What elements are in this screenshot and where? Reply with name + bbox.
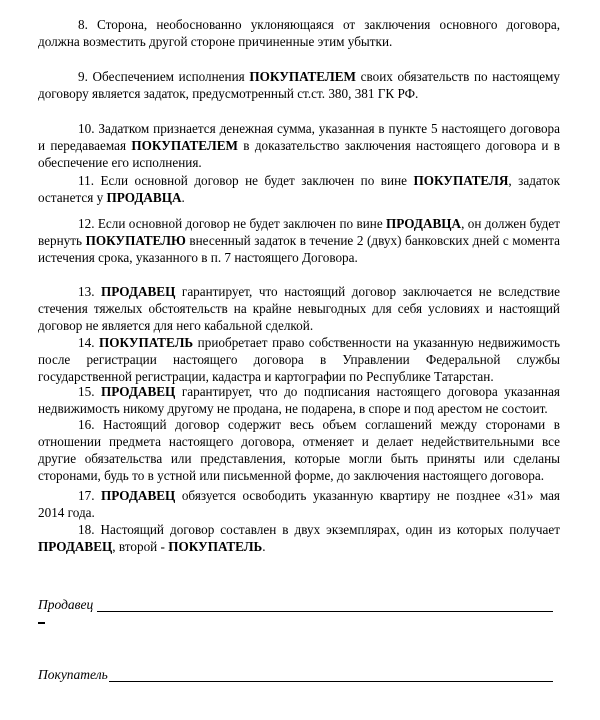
clause-text: обязуется освободить указанную квартиру не позднее «31» мая 2014 года. bbox=[38, 488, 560, 520]
party-name: ПРОДАВЕЦ bbox=[101, 284, 176, 299]
party-name: ПОКУПАТЕЛЬ bbox=[99, 335, 194, 350]
clause-text: гарантирует, что настоящий договор заключается не вследствие стечения тяжелых обстоятельств на крайне невыгодных для себя условиях и настоящий договор не является для него кабальной сделкой. bbox=[38, 284, 560, 333]
clause-15 bbox=[38, 383, 560, 417]
party-name: ПОКУПАТЕЛЕМ bbox=[249, 69, 356, 84]
clause-text: 11. Если основной договор не будет заключен по вине bbox=[78, 173, 414, 188]
clause-10 bbox=[38, 120, 560, 171]
seller-dash bbox=[38, 622, 45, 624]
party-name: ПОКУПАТЕЛЬ bbox=[168, 539, 263, 554]
clause-9 bbox=[38, 68, 560, 102]
clause-text: 14. bbox=[78, 335, 100, 350]
clause-text: в доказательство заключения настоящего договора и в обеспечение его исполнения. bbox=[38, 138, 560, 170]
party-name: ПРОДАВЕЦ bbox=[101, 488, 176, 503]
clause-text: приобретает право собственности на указанную недвижимость после регистрации настоящего договора в Управлении Федеральной службы государственной регистрации, кадастра и картографии по Республике Татарстан. bbox=[38, 335, 561, 384]
clause-14 bbox=[38, 334, 560, 385]
buyer-signature-label: Покупатель bbox=[38, 667, 108, 682]
clause-text: гарантирует, что до подписания настоящего договора указанная недвижимость никому другому не продана, не подарена, в споре и под арестом не состоит. bbox=[38, 384, 560, 416]
clause-text: . bbox=[181, 190, 185, 205]
clause-18 bbox=[38, 521, 560, 555]
seller-signature-line[interactable] bbox=[97, 611, 553, 612]
clause-text: 13. bbox=[78, 284, 102, 299]
clause-text: 9. Обеспечением исполнения bbox=[78, 69, 250, 84]
clause-text: , он должен будет вернуть bbox=[38, 216, 560, 248]
party-name: ПРОДАВЦА bbox=[106, 190, 182, 205]
clause-text: . bbox=[262, 539, 266, 554]
clause-text: , задаток останется у bbox=[38, 173, 561, 205]
clause-text: 8. Сторона, необоснованно уклоняющаяся от заключения основного договора, должна возместить другой стороне причиненные этим убытки. bbox=[38, 17, 560, 49]
buyer-signature-line[interactable] bbox=[109, 681, 553, 682]
clause-12 bbox=[38, 215, 560, 266]
party-name: ПОКУПАТЕЛЯ bbox=[413, 173, 509, 188]
clause-text: 16. Настоящий договор содержит весь объем соглашений между сторонами в отношении предмета настоящего договора, отменяет и делает недействительными все другие обязательства или представления, которые могли быть приняты или сделаны сторонами, будь то в устной или письменной форме, до заключения настоящего договора. bbox=[38, 417, 560, 483]
party-name: ПРОДАВЕЦ bbox=[101, 384, 176, 399]
party-name: ПРОДАВЦА bbox=[386, 216, 462, 231]
party-name: ПРОДАВЕЦ bbox=[38, 539, 113, 554]
clause-text: своих обязательств по настоящему договору является задаток, предусмотренный ст.ст. 380, 381 ГК РФ. bbox=[38, 69, 560, 101]
clause-16 bbox=[38, 416, 560, 484]
clause-17 bbox=[38, 487, 560, 521]
clause-11 bbox=[38, 172, 560, 206]
clause-text: внесенный задаток в течение 2 (двух) банковских дней с момента истечения срока, указанного в п. 7 настоящего Договора. bbox=[38, 233, 560, 265]
clause-text: 10. Задатком признается денежная сумма, указанная в пункте 5 настоящего договора и передаваемая bbox=[38, 121, 560, 153]
clause-13 bbox=[38, 283, 560, 334]
clause-8 bbox=[38, 16, 560, 50]
clause-text: , второй - bbox=[112, 539, 169, 554]
clause-text: 18. Настоящий договор составлен в двух экземплярах, один из которых получает bbox=[78, 522, 560, 537]
seller-signature-label: Продавец bbox=[38, 597, 94, 612]
party-name: ПОКУПАТЕЛЮ bbox=[85, 233, 186, 248]
clause-text: 12. Если основной договор не будет заключен по вине bbox=[78, 216, 387, 231]
party-name: ПОКУПАТЕЛЕМ bbox=[131, 138, 238, 153]
clause-text: 15. bbox=[78, 384, 102, 399]
clause-text: 17. bbox=[78, 488, 102, 503]
